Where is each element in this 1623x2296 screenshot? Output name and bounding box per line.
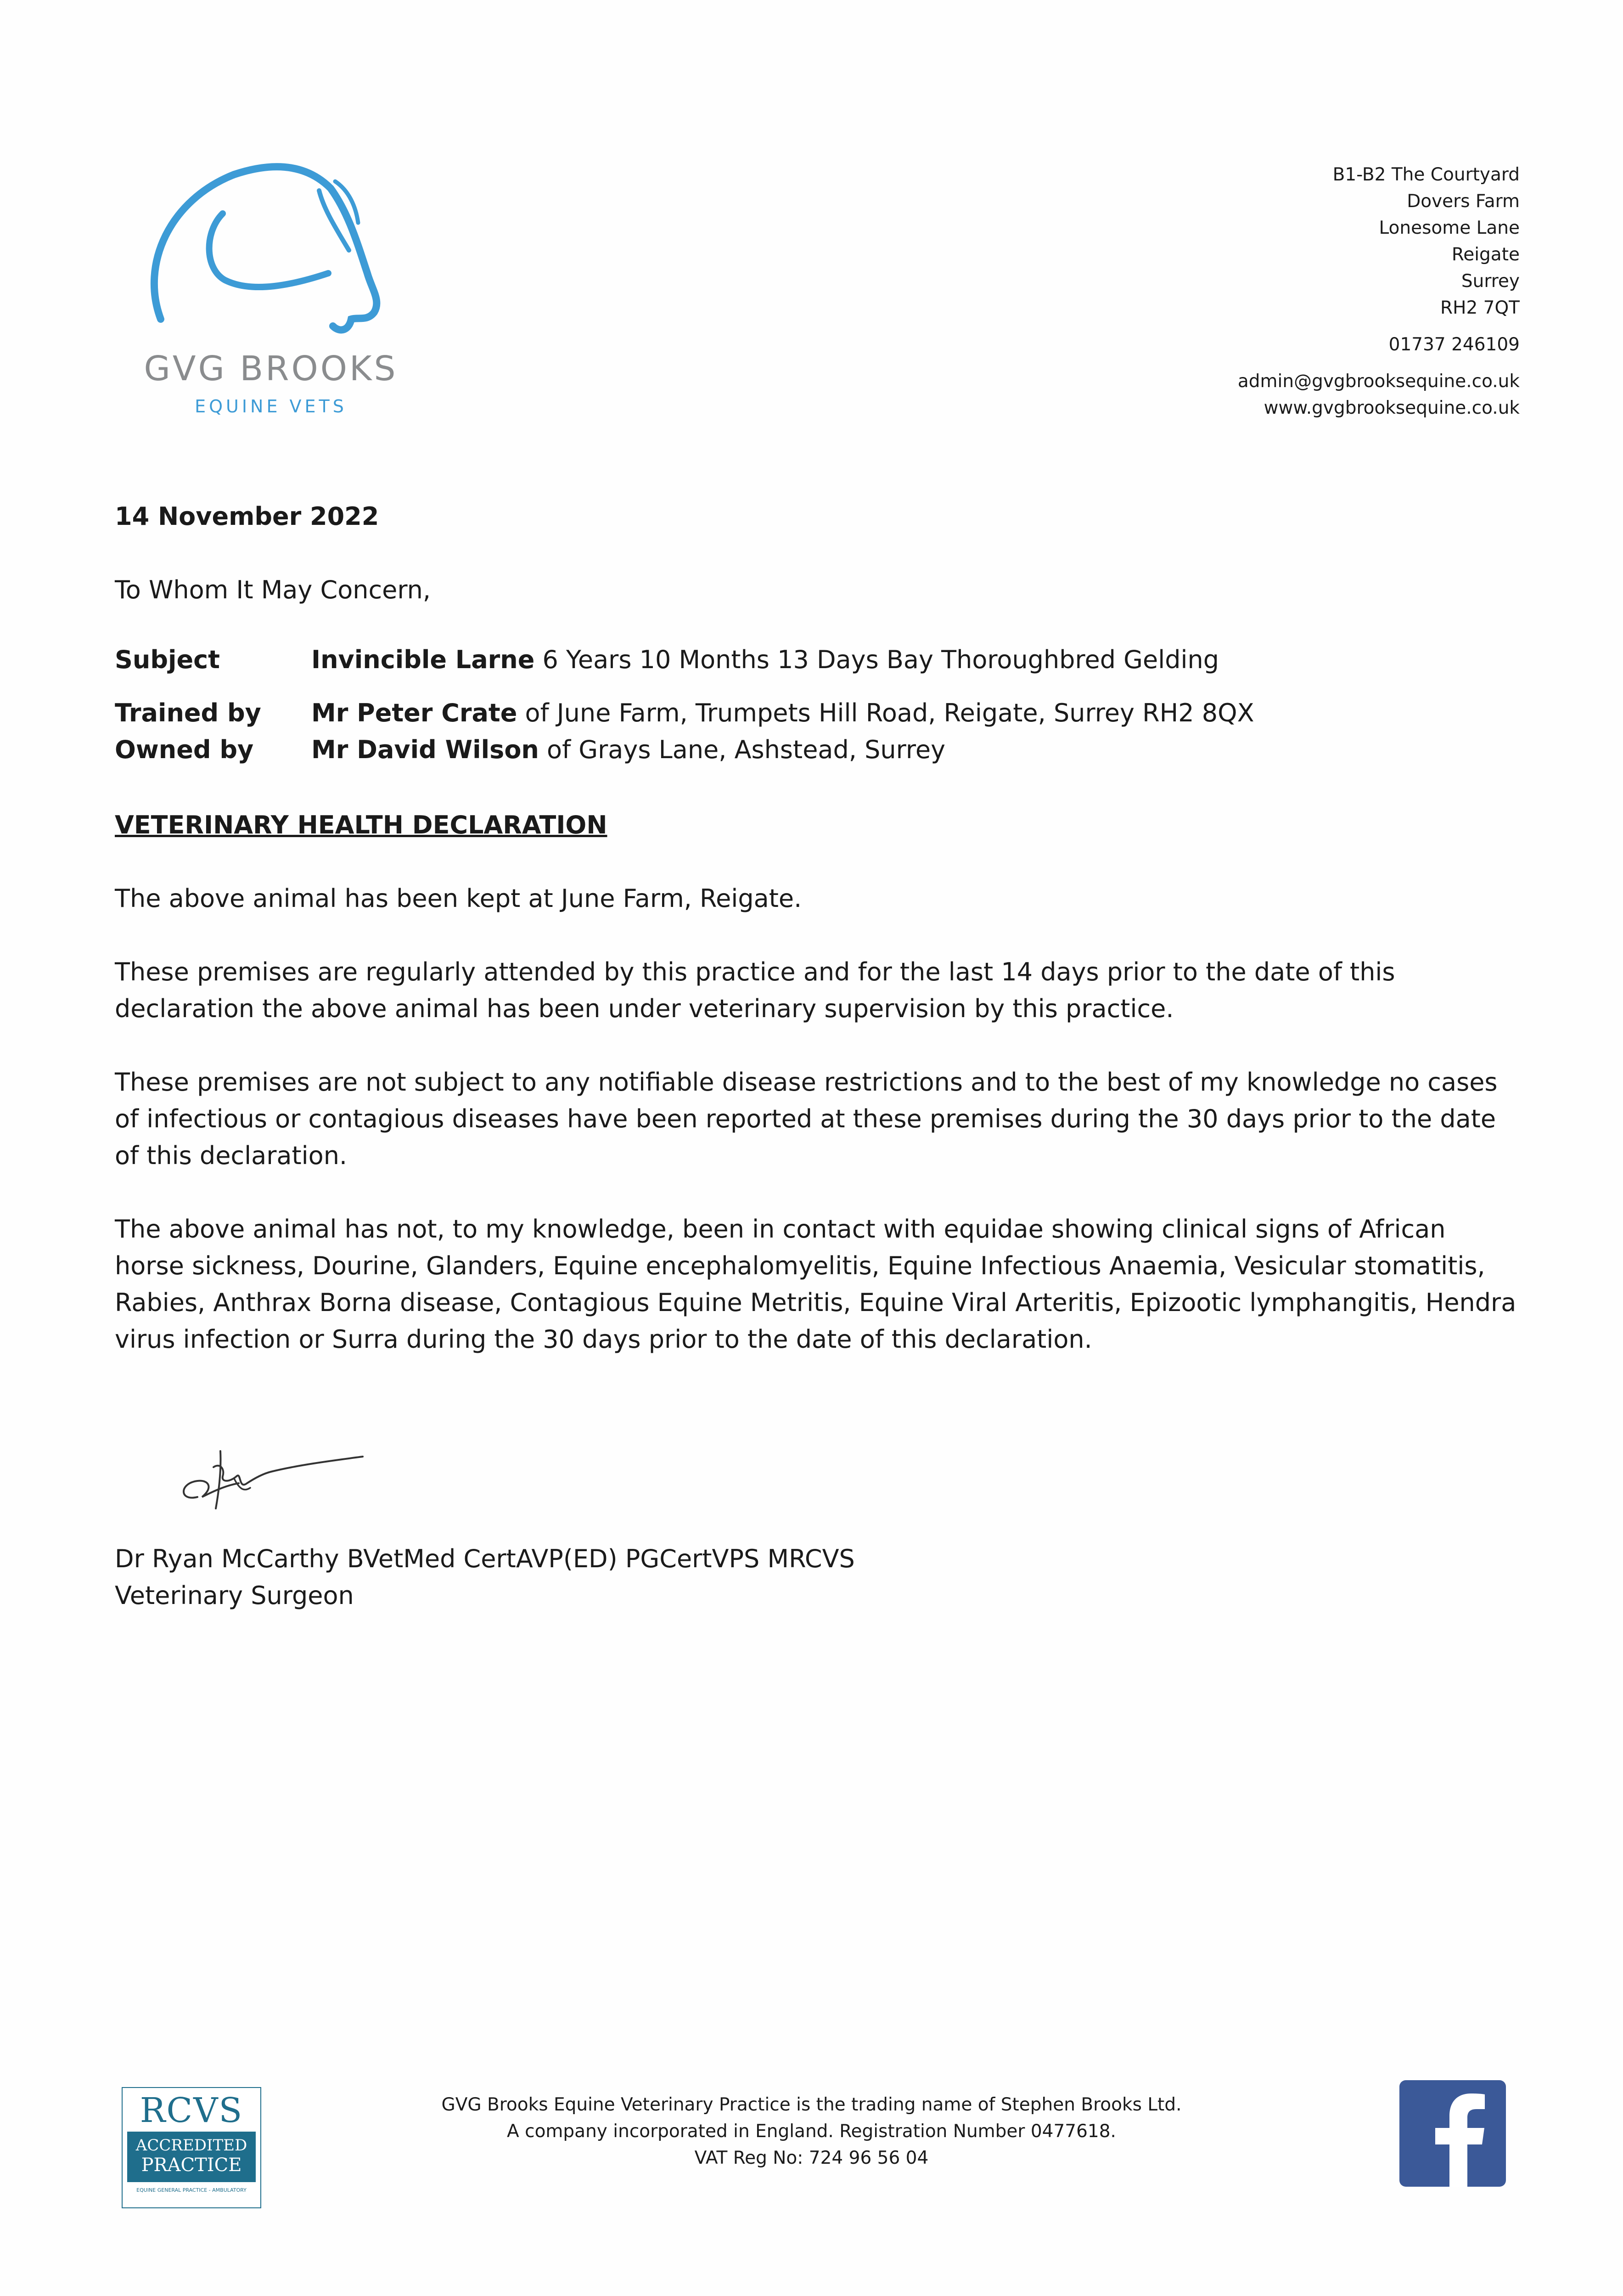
footer-line: A company incorporated in England. Registration Number 0477618. [507, 2121, 1116, 2142]
subject-value [311, 645, 1219, 674]
address-line: B1-B2 The Courtyard [1332, 164, 1520, 185]
address-line: RH2 7QT [1440, 298, 1520, 318]
trainer-address: of June Farm, Trumpets Hill Road, Reigate, Surrey RH2 8QX [517, 698, 1254, 727]
owner-name: Mr David Wilson [311, 735, 539, 764]
declaration-heading: VETERINARY HEALTH DECLARATION [115, 810, 607, 839]
trained-by-label: Trained by [115, 698, 261, 727]
facebook-icon[interactable] [1399, 2080, 1506, 2187]
trained-by-value [311, 698, 1254, 727]
logo-name: GVG BROOKS [144, 349, 398, 388]
footer-line: VAT Reg No: 724 96 56 04 [694, 2148, 929, 2168]
address-line: Surrey [1461, 271, 1520, 292]
email-link[interactable]: admin@gvgbrooksequine.co.uk [1237, 371, 1520, 392]
facebook-f-icon [1399, 2080, 1506, 2187]
phone-number: 01737 246109 [1388, 334, 1520, 355]
declaration-paragraph: The above animal has been kept at June Farm, Reigate. [115, 884, 802, 913]
address-block [1238, 162, 1520, 422]
rcvs-accredited: ACCREDITED [135, 2136, 247, 2155]
signer-title: Veterinary Surgeon [115, 1581, 354, 1610]
website-link[interactable]: www.gvgbrooksequine.co.uk [1264, 398, 1520, 418]
rcvs-band [127, 2132, 256, 2182]
handwritten-signature [170, 1428, 367, 1520]
logo-subtitle: EQUINE VETS [195, 396, 347, 416]
subject-label: Subject [115, 645, 220, 674]
trainer-name: Mr Peter Crate [311, 698, 517, 727]
owned-by-label: Owned by [115, 735, 254, 764]
declaration-paragraph: These premises are regularly attended by this practice and for the last 14 days prior to the date of this declaration the above animal has been under veterinary supervision by this practice. [115, 957, 1395, 1023]
address-line: Reigate [1451, 244, 1520, 265]
footer-line: GVG Brooks Equine Veterinary Practice is the trading name of Stephen Brooks Ltd. [441, 2094, 1182, 2115]
practice-logo [142, 163, 399, 420]
letter-date: 14 November 2022 [115, 502, 379, 531]
horse-name: Invincible Larne [311, 645, 535, 674]
rcvs-accredited-badge [122, 2087, 261, 2208]
horse-details: 6 Years 10 Months 13 Days Bay Thoroughbred Gelding [534, 645, 1219, 674]
rcvs-title: RCVS [140, 2091, 243, 2130]
footer-company-info [367, 2092, 1256, 2172]
address-line: Dovers Farm [1407, 191, 1520, 212]
horse-head-logo-icon [142, 163, 399, 356]
signer-name: Dr Ryan McCarthy BVetMed CertAVP(ED) PGCertVPS MRCVS [115, 1544, 855, 1573]
owner-address: of Grays Lane, Ashstead, Surrey [539, 735, 946, 764]
rcvs-category: EQUINE GENERAL PRACTICE - AMBULATORY [136, 2187, 247, 2193]
declaration-paragraph: These premises are not subject to any notifiable disease restrictions and to the best of my knowledge no cases of infectious or contagious diseases have been reported at these premises during the 30 days prior to the date of this declaration. [115, 1068, 1498, 1170]
declaration-paragraph: The above animal has not, to my knowledge, been in contact with equidae showing clinical signs of African horse sickness, Dourine, Glanders, Equine encephalomyelitis, Equine Infectious Anaemia, Vesicular stomatitis, Rabies, Anthrax Borna disease, Contagious Equine Metritis, Equine Viral Arteritis, Epizootic lymphangitis, Hendra virus infection or Surra during the 30 days prior to the date of this declaration. [115, 1215, 1516, 1354]
salutation: To Whom It May Concern, [115, 575, 431, 604]
owned-by-value [311, 735, 945, 764]
rcvs-practice: PRACTICE [141, 2155, 242, 2176]
address-line: Lonesome Lane [1379, 218, 1520, 238]
